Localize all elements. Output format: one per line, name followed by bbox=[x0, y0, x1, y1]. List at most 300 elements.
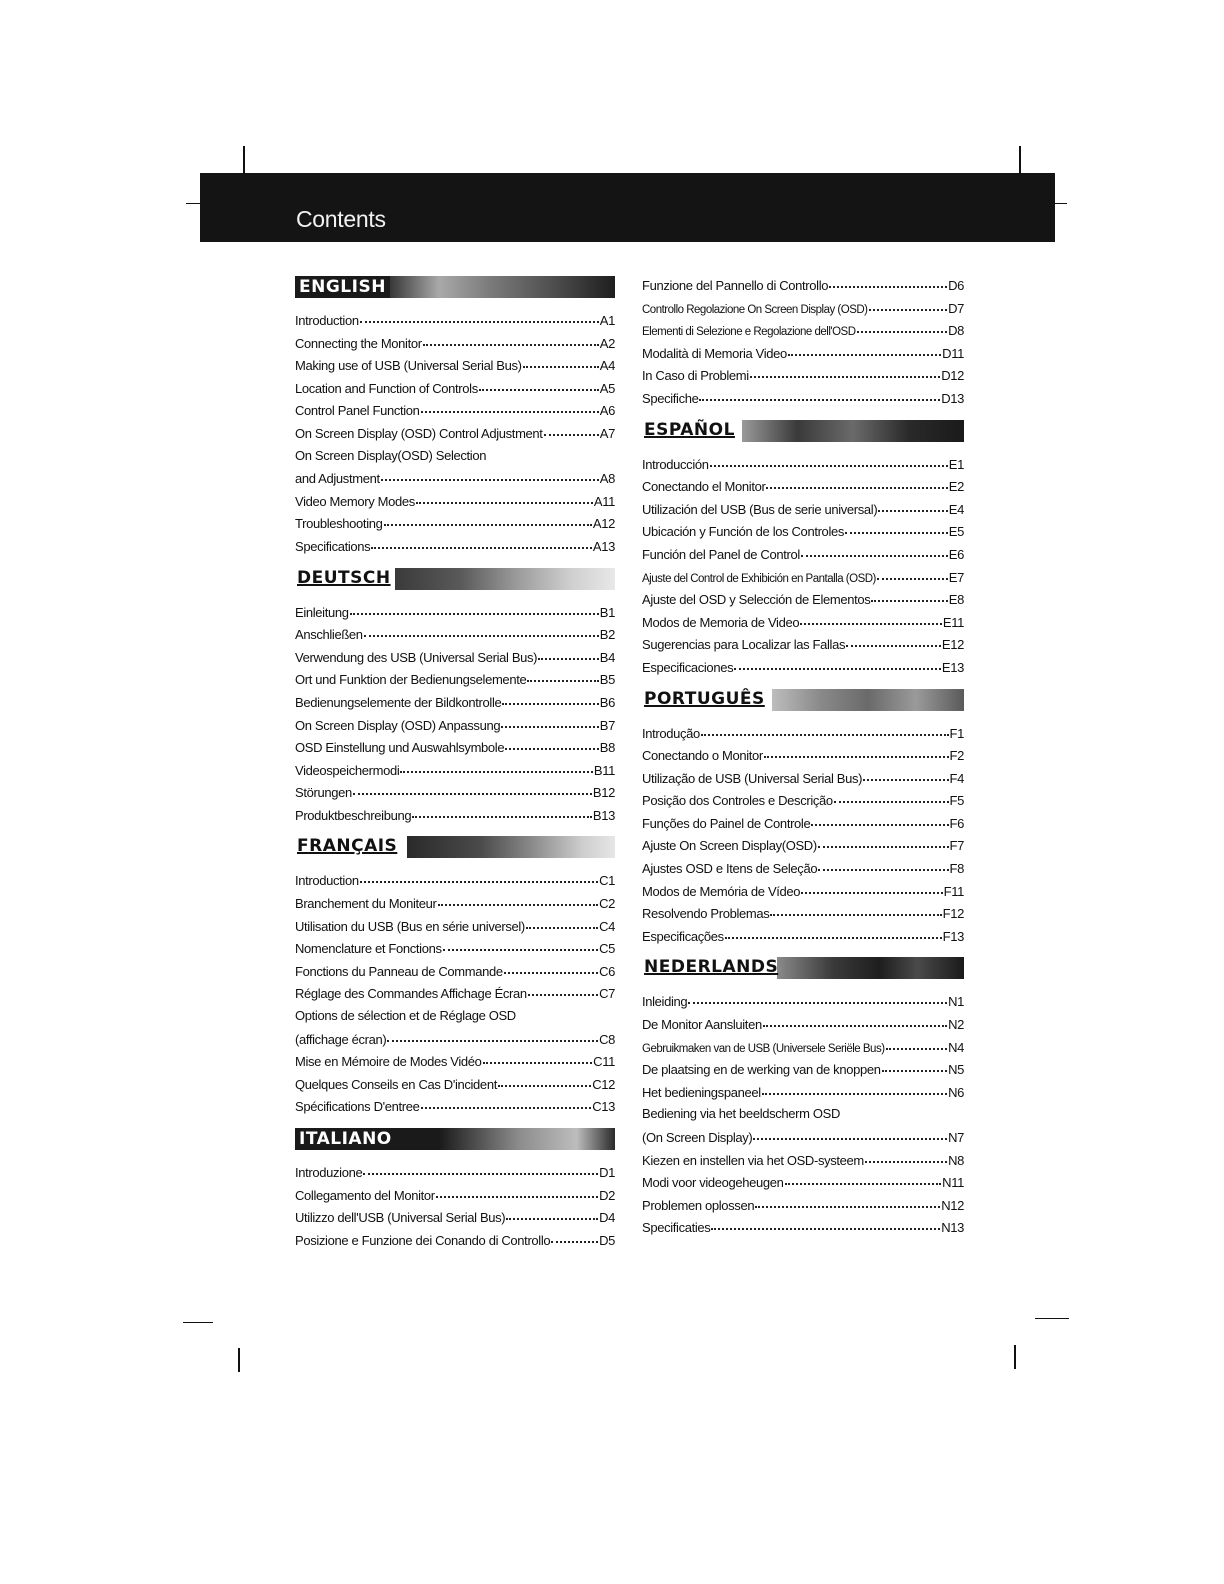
toc-entry-title: Making use of USB (Universal Serial Bus) bbox=[295, 358, 522, 374]
section-header-espanol bbox=[642, 418, 964, 444]
crop-mark-right-tick bbox=[1055, 203, 1067, 204]
contents-header-bar bbox=[200, 173, 1055, 242]
banner-texture bbox=[777, 957, 964, 979]
toc-entry bbox=[642, 1103, 964, 1126]
toc-entry bbox=[295, 982, 615, 1005]
section-label: FRANÇAIS bbox=[297, 836, 398, 857]
toc-entry bbox=[642, 633, 964, 656]
toc-entry-page: A1 bbox=[599, 313, 615, 328]
toc-entry-title: Funções do Painel de Controle bbox=[642, 815, 811, 831]
toc-entry-page: D11 bbox=[942, 345, 964, 361]
toc-entry bbox=[295, 759, 615, 782]
dot-leader bbox=[538, 644, 599, 660]
toc-entry bbox=[295, 535, 615, 558]
toc-entry-page: C7 bbox=[599, 986, 615, 1002]
toc-entry bbox=[642, 543, 964, 566]
dot-leader bbox=[725, 923, 942, 939]
toc-entry bbox=[642, 1013, 964, 1036]
dot-leader bbox=[834, 787, 949, 803]
toc-entry-title: Introduction bbox=[295, 313, 359, 328]
toc-entry bbox=[295, 377, 615, 400]
toc-entry-page: F6 bbox=[949, 815, 964, 831]
toc-entry bbox=[642, 1194, 964, 1217]
dot-leader bbox=[865, 1147, 947, 1163]
dot-leader bbox=[501, 712, 599, 728]
dot-leader bbox=[504, 958, 598, 974]
toc-entry-page: F13 bbox=[942, 928, 964, 944]
toc-entry-page: B7 bbox=[599, 717, 615, 733]
toc-entry-title: Anschließen bbox=[295, 627, 363, 643]
toc-entry bbox=[642, 880, 964, 903]
toc-entry bbox=[295, 445, 615, 468]
toc-entry-page: B2 bbox=[599, 627, 615, 643]
section-header-deutsch bbox=[295, 566, 615, 592]
toc-entry-title: Bediening via het beeldscherm OSD bbox=[642, 1106, 841, 1122]
toc-entry-page: F4 bbox=[949, 770, 964, 786]
toc-left-column bbox=[295, 274, 615, 1251]
toc-entry bbox=[642, 722, 964, 745]
dot-leader bbox=[498, 1071, 591, 1087]
toc-entry bbox=[295, 1161, 615, 1184]
toc-entry bbox=[642, 1058, 964, 1081]
toc-entry-page: D6 bbox=[948, 278, 964, 293]
toc-entry-title: OSD Einstellung und Auswahlsymbole bbox=[295, 740, 505, 756]
toc-entry bbox=[642, 656, 964, 679]
dot-leader bbox=[845, 518, 948, 534]
dot-leader bbox=[878, 496, 947, 512]
toc-entry bbox=[295, 937, 615, 960]
toc-entry-page: A12 bbox=[592, 516, 615, 532]
dot-leader bbox=[551, 1227, 598, 1243]
dot-leader bbox=[381, 465, 599, 481]
dot-leader bbox=[423, 330, 599, 346]
dot-leader bbox=[483, 1048, 593, 1064]
toc-entry-title: Quelques Conseils en Cas D'incident bbox=[295, 1076, 497, 1092]
section-header-english bbox=[295, 274, 615, 300]
dot-leader bbox=[711, 1214, 940, 1230]
toc-right-column bbox=[642, 274, 964, 1239]
dot-leader bbox=[871, 586, 947, 602]
toc-entry bbox=[642, 364, 964, 387]
toc-entry-title: Conectando o Monitor bbox=[642, 748, 763, 764]
toc-entry-page: D5 bbox=[599, 1232, 615, 1248]
section-list-italiano-left bbox=[295, 1161, 615, 1251]
toc-entry bbox=[642, 834, 964, 857]
dot-leader bbox=[371, 533, 592, 549]
toc-entry-title: Spécifications D'entree bbox=[295, 1099, 420, 1115]
toc-entry-title: Troubleshooting bbox=[295, 516, 383, 532]
toc-entry bbox=[642, 319, 964, 342]
toc-entry bbox=[642, 1171, 964, 1194]
toc-entry-page: F1 bbox=[949, 725, 964, 741]
toc-entry bbox=[295, 490, 615, 513]
dot-leader bbox=[734, 654, 941, 670]
toc-entry-title: Especificações bbox=[642, 928, 724, 944]
dot-leader bbox=[502, 689, 598, 705]
toc-entry bbox=[295, 1229, 615, 1252]
toc-entry-title: Fonctions du Panneau de Commande bbox=[295, 963, 503, 979]
dot-leader bbox=[818, 832, 949, 848]
toc-entry-page: F7 bbox=[949, 838, 964, 854]
toc-entry bbox=[295, 691, 615, 714]
toc-entry-title: Video Memory Modes bbox=[295, 493, 415, 509]
toc-entry bbox=[295, 309, 615, 332]
toc-entry-page: B5 bbox=[599, 672, 615, 688]
section-list-espanol bbox=[642, 453, 964, 679]
toc-entry-page: D7 bbox=[948, 300, 964, 316]
toc-entry-title: Collegamento del Monitor bbox=[295, 1187, 435, 1203]
dot-leader bbox=[750, 362, 940, 378]
toc-entry bbox=[642, 453, 964, 476]
toc-entry bbox=[642, 1081, 964, 1104]
toc-entry-title: Gebruikmaken van de USB (Universele Seriële Bus) bbox=[642, 1042, 885, 1055]
toc-entry bbox=[295, 1184, 615, 1207]
dot-leader bbox=[421, 397, 599, 413]
toc-entry-page: N13 bbox=[941, 1220, 964, 1236]
dot-leader bbox=[506, 1204, 598, 1220]
toc-entry-page: A6 bbox=[599, 403, 615, 419]
dot-leader bbox=[412, 802, 592, 818]
section-label: DEUTSCH bbox=[297, 567, 391, 588]
section-label: PORTUGUÊS bbox=[644, 688, 765, 709]
dot-leader bbox=[710, 451, 948, 467]
crop-mark-bottom-right-v bbox=[1014, 1345, 1016, 1369]
dot-leader bbox=[800, 609, 942, 625]
toc-entry-title: Utilización del USB (Bus de serie universal) bbox=[642, 501, 878, 517]
toc-entry-page: A11 bbox=[593, 493, 615, 509]
toc-entry bbox=[295, 601, 615, 624]
toc-entry-title: Verwendung des USB (Universal Serial Bus) bbox=[295, 649, 538, 665]
toc-entry-page: B1 bbox=[599, 604, 615, 620]
toc-entry bbox=[642, 1149, 964, 1172]
toc-entry bbox=[642, 274, 964, 297]
toc-entry-title: Specificaties bbox=[642, 1220, 711, 1236]
toc-entry bbox=[642, 1216, 964, 1239]
toc-entry bbox=[295, 332, 615, 355]
toc-entry bbox=[642, 297, 964, 320]
toc-entry-page: C13 bbox=[592, 1099, 615, 1115]
toc-entry-title: (On Screen Display) bbox=[642, 1130, 753, 1145]
toc-entry-title: Inleiding bbox=[642, 994, 688, 1010]
toc-entry bbox=[642, 498, 964, 521]
toc-entry-page: D1 bbox=[599, 1165, 615, 1180]
toc-entry bbox=[642, 1036, 964, 1059]
toc-entry-title: De plaatsing en de werking van de knoppen bbox=[642, 1062, 881, 1078]
toc-entry bbox=[642, 342, 964, 365]
section-list-english bbox=[295, 309, 615, 558]
toc-entry bbox=[295, 960, 615, 983]
toc-entry bbox=[295, 512, 615, 535]
toc-entry-page: N4 bbox=[948, 1039, 964, 1055]
toc-entry-page: F8 bbox=[949, 861, 964, 877]
toc-entry bbox=[642, 475, 964, 498]
toc-entry-title: Modos de Memoria de Video bbox=[642, 614, 800, 630]
dot-leader bbox=[436, 1182, 598, 1198]
toc-entry-page: C6 bbox=[599, 963, 615, 979]
toc-entry-title: Kiezen en instellen via het OSD-systeem bbox=[642, 1152, 864, 1168]
dot-leader bbox=[863, 765, 948, 781]
dot-leader bbox=[788, 340, 941, 356]
dot-leader bbox=[443, 935, 598, 951]
toc-entry-title: Specifiche bbox=[642, 390, 699, 406]
dot-leader bbox=[829, 272, 947, 288]
dot-leader bbox=[387, 1026, 598, 1042]
banner-texture bbox=[742, 420, 964, 442]
dot-leader bbox=[363, 1159, 598, 1175]
dot-leader bbox=[801, 541, 948, 557]
toc-entry bbox=[295, 1073, 615, 1096]
toc-entry-title: Función del Panel de Control bbox=[642, 546, 800, 562]
dot-leader bbox=[811, 810, 948, 826]
toc-entry-title: Ajustes OSD e Itens de Seleção bbox=[642, 861, 818, 877]
toc-entry-page: E12 bbox=[941, 637, 964, 653]
toc-entry-title: Elementi di Selezione e Regolazione dell'OSD bbox=[642, 326, 856, 339]
toc-entry bbox=[295, 668, 615, 691]
toc-entry bbox=[642, 812, 964, 835]
dot-leader bbox=[400, 757, 592, 773]
toc-entry-page: D13 bbox=[941, 390, 964, 406]
toc-entry-page: C11 bbox=[593, 1054, 615, 1070]
toc-entry-title: Specifications bbox=[295, 538, 371, 554]
toc-entry-title: Mise en Mémoire de Modes Vidéo bbox=[295, 1054, 482, 1070]
toc-entry-title: Ubicación y Función de los Controles bbox=[642, 524, 845, 540]
banner-texture bbox=[395, 568, 615, 590]
dot-leader bbox=[762, 1079, 947, 1095]
toc-entry-page: N8 bbox=[948, 1152, 964, 1168]
toc-entry-page: F11 bbox=[943, 883, 964, 899]
toc-entry bbox=[642, 520, 964, 543]
toc-entry-page: B6 bbox=[599, 694, 615, 710]
toc-entry-title: Videospeichermodi bbox=[295, 762, 400, 778]
toc-entry-title: Modi voor videogeheugen bbox=[642, 1175, 784, 1191]
toc-entry-page: N2 bbox=[948, 1017, 964, 1033]
crop-mark-bottom-left-v bbox=[238, 1348, 240, 1372]
toc-entry-page: E8 bbox=[948, 592, 964, 608]
dot-leader bbox=[688, 988, 947, 1004]
toc-entry bbox=[295, 1095, 615, 1118]
section-label: ITALIANO bbox=[295, 1128, 396, 1150]
dot-leader bbox=[523, 352, 599, 368]
section-header-italiano bbox=[295, 1126, 615, 1152]
toc-entry-page: B11 bbox=[593, 762, 615, 778]
toc-entry bbox=[295, 781, 615, 804]
toc-entry bbox=[295, 422, 615, 445]
section-list-portugues bbox=[642, 722, 964, 948]
toc-entry-page: N7 bbox=[948, 1130, 964, 1145]
toc-entry-title: Produktbeschreibung bbox=[295, 807, 412, 823]
dot-leader bbox=[877, 564, 948, 580]
toc-entry bbox=[295, 804, 615, 827]
section-header-portugues bbox=[642, 687, 964, 713]
dot-leader bbox=[364, 621, 599, 637]
dot-leader bbox=[353, 779, 592, 795]
section-label: ESPAÑOL bbox=[644, 419, 735, 440]
toc-entry bbox=[295, 467, 615, 490]
section-list-nederlands bbox=[642, 990, 964, 1239]
toc-entry-page: A2 bbox=[599, 335, 615, 351]
section-list-francais bbox=[295, 869, 615, 1118]
toc-entry-page: A5 bbox=[599, 380, 615, 396]
toc-entry-title: Modalità di Memoria Video bbox=[642, 345, 787, 361]
toc-entry bbox=[295, 915, 615, 938]
toc-entry bbox=[642, 767, 964, 790]
toc-entry-page: C1 bbox=[599, 873, 615, 889]
toc-entry-page: N5 bbox=[948, 1062, 964, 1078]
toc-entry-page: D4 bbox=[599, 1210, 615, 1226]
toc-entry-page: E6 bbox=[948, 546, 964, 562]
toc-entry-page: N1 bbox=[948, 994, 964, 1010]
toc-entry-title: Ajuste del OSD y Selección de Elementos bbox=[642, 592, 871, 608]
dot-leader bbox=[526, 913, 598, 929]
toc-entry-title: Bedienungselemente der Bildkontrolle bbox=[295, 694, 502, 710]
dot-leader bbox=[350, 599, 599, 615]
toc-entry-title: Utilisation du USB (Bus en série universel) bbox=[295, 918, 525, 934]
toc-entry-page: D12 bbox=[941, 368, 964, 384]
toc-entry bbox=[642, 857, 964, 880]
toc-entry-page: F2 bbox=[949, 748, 964, 764]
toc-entry-title: and Adjustment bbox=[295, 471, 380, 487]
toc-entry-title: Branchement du Moniteur bbox=[295, 896, 437, 912]
toc-entry-title: Störungen bbox=[295, 785, 352, 801]
toc-entry bbox=[295, 869, 615, 892]
toc-entry-page: D8 bbox=[948, 323, 964, 339]
dot-leader bbox=[753, 1124, 947, 1140]
toc-entry-page: E1 bbox=[948, 456, 964, 472]
toc-entry-title: On Screen Display(OSD) Selection bbox=[295, 447, 487, 463]
dot-leader bbox=[701, 720, 949, 736]
toc-entry-title: Posizione e Funzione dei Conando di Controllo bbox=[295, 1232, 551, 1248]
toc-entry-title: Het bedieningspaneel bbox=[642, 1084, 761, 1100]
toc-entry bbox=[642, 990, 964, 1013]
dot-leader bbox=[544, 420, 599, 436]
section-header-francais bbox=[295, 834, 615, 860]
dot-leader bbox=[527, 666, 598, 682]
dot-leader bbox=[764, 742, 949, 758]
toc-entry-page: C2 bbox=[599, 896, 615, 912]
section-label: NEDERLANDS bbox=[644, 957, 779, 978]
toc-entry-title: In Caso di Problemi bbox=[642, 368, 749, 384]
toc-entry-page: B12 bbox=[592, 785, 615, 801]
toc-entry-title: Funzione del Pannello di Controllo bbox=[642, 278, 829, 293]
toc-entry-page: A4 bbox=[599, 358, 615, 374]
toc-entry bbox=[295, 1206, 615, 1229]
toc-entry-title: Introducción bbox=[642, 456, 709, 472]
toc-entry-page: E13 bbox=[941, 659, 964, 675]
toc-entry-title: Réglage des Commandes Affichage Écran bbox=[295, 986, 527, 1002]
crop-mark-top-right bbox=[1019, 146, 1021, 174]
toc-entry bbox=[642, 387, 964, 410]
dot-leader bbox=[360, 867, 598, 883]
toc-entry bbox=[642, 566, 964, 589]
toc-entry-page: A8 bbox=[599, 471, 615, 487]
toc-entry bbox=[295, 646, 615, 669]
crop-mark-bottom-right-h bbox=[1035, 1318, 1069, 1319]
toc-entry bbox=[642, 611, 964, 634]
toc-entry bbox=[295, 892, 615, 915]
page-title: Contents bbox=[296, 206, 386, 232]
toc-entry-page: C8 bbox=[599, 1031, 615, 1047]
toc-entry-title: Einleitung bbox=[295, 604, 349, 620]
dot-leader bbox=[770, 900, 941, 916]
dot-leader bbox=[438, 890, 599, 906]
toc-entry bbox=[642, 902, 964, 925]
section-list-italiano-right bbox=[642, 274, 964, 410]
dot-leader bbox=[869, 295, 948, 311]
dot-leader bbox=[699, 385, 940, 401]
crop-mark-left-tick bbox=[186, 203, 200, 204]
dot-leader bbox=[886, 1034, 948, 1050]
toc-entry-title: Controllo Regolazione On Screen Display (OSD) bbox=[642, 303, 868, 316]
toc-entry bbox=[642, 789, 964, 812]
toc-entry-page: E4 bbox=[948, 501, 964, 517]
dot-leader bbox=[479, 375, 599, 391]
toc-entry bbox=[295, 1028, 615, 1051]
toc-entry-title: Modos de Memória de Vídeo bbox=[642, 883, 801, 899]
toc-entry-title: De Monitor Aansluiten bbox=[642, 1017, 762, 1033]
toc-entry-page: A7 bbox=[599, 425, 615, 441]
toc-entry-title: On Screen Display (OSD) Anpassung bbox=[295, 717, 501, 733]
toc-entry-title: Control Panel Function bbox=[295, 403, 420, 419]
dot-leader bbox=[505, 734, 599, 750]
toc-entry-title: Ajuste del Control de Exhibición en Pantalla (OSD) bbox=[642, 572, 876, 585]
toc-entry-title: Problemen oplossen bbox=[642, 1197, 755, 1213]
toc-entry-page: A13 bbox=[592, 538, 615, 554]
toc-entry-title: (affichage écran) bbox=[295, 1031, 387, 1047]
toc-entry bbox=[295, 1005, 615, 1028]
dot-leader bbox=[766, 473, 947, 489]
crop-mark-top-left bbox=[243, 146, 245, 174]
toc-entry-page: E7 bbox=[948, 569, 964, 585]
toc-entry-title: Conectando el Monitor bbox=[642, 479, 766, 495]
toc-entry-page: E11 bbox=[942, 614, 964, 630]
toc-entry-page: C5 bbox=[599, 941, 615, 957]
toc-entry-title: Resolvendo Problemas bbox=[642, 906, 770, 922]
toc-entry-title: Options de sélection et de Réglage OSD bbox=[295, 1008, 516, 1024]
dot-leader bbox=[785, 1169, 942, 1185]
banner-texture bbox=[772, 689, 964, 711]
dot-leader bbox=[360, 307, 599, 323]
toc-entry bbox=[295, 399, 615, 422]
toc-entry-title: Connecting the Monitor bbox=[295, 335, 422, 351]
toc-entry bbox=[295, 736, 615, 759]
dot-leader bbox=[528, 980, 598, 996]
dot-leader bbox=[763, 1011, 947, 1027]
toc-entry bbox=[642, 925, 964, 948]
toc-entry-title: Introdução bbox=[642, 725, 700, 741]
toc-entry-page: E2 bbox=[948, 479, 964, 495]
toc-entry-page: N12 bbox=[941, 1197, 964, 1213]
dot-leader bbox=[801, 878, 942, 894]
toc-entry-title: Introduction bbox=[295, 873, 359, 889]
toc-entry-title: Nomenclature et Fonctions bbox=[295, 941, 442, 957]
toc-entry bbox=[295, 1050, 615, 1073]
toc-entry-title: Posição dos Controles e Descrição bbox=[642, 793, 833, 809]
toc-entry-page: F5 bbox=[949, 793, 964, 809]
dot-leader bbox=[421, 1093, 592, 1109]
toc-entry-title: Sugerencias para Localizar las Fallas bbox=[642, 637, 846, 653]
toc-entry-page: B13 bbox=[592, 807, 615, 823]
toc-entry-page: F12 bbox=[942, 906, 964, 922]
dot-leader bbox=[384, 510, 592, 526]
toc-entry-page: B8 bbox=[599, 740, 615, 756]
toc-entry-title: Especificaciones bbox=[642, 659, 734, 675]
dot-leader bbox=[416, 488, 593, 504]
dot-leader bbox=[846, 631, 941, 647]
toc-entry-page: D2 bbox=[599, 1187, 615, 1203]
toc-entry-page: N11 bbox=[942, 1175, 964, 1191]
toc-entry-title: Ajuste On Screen Display(OSD) bbox=[642, 838, 817, 854]
toc-entry-page: B4 bbox=[599, 649, 615, 665]
